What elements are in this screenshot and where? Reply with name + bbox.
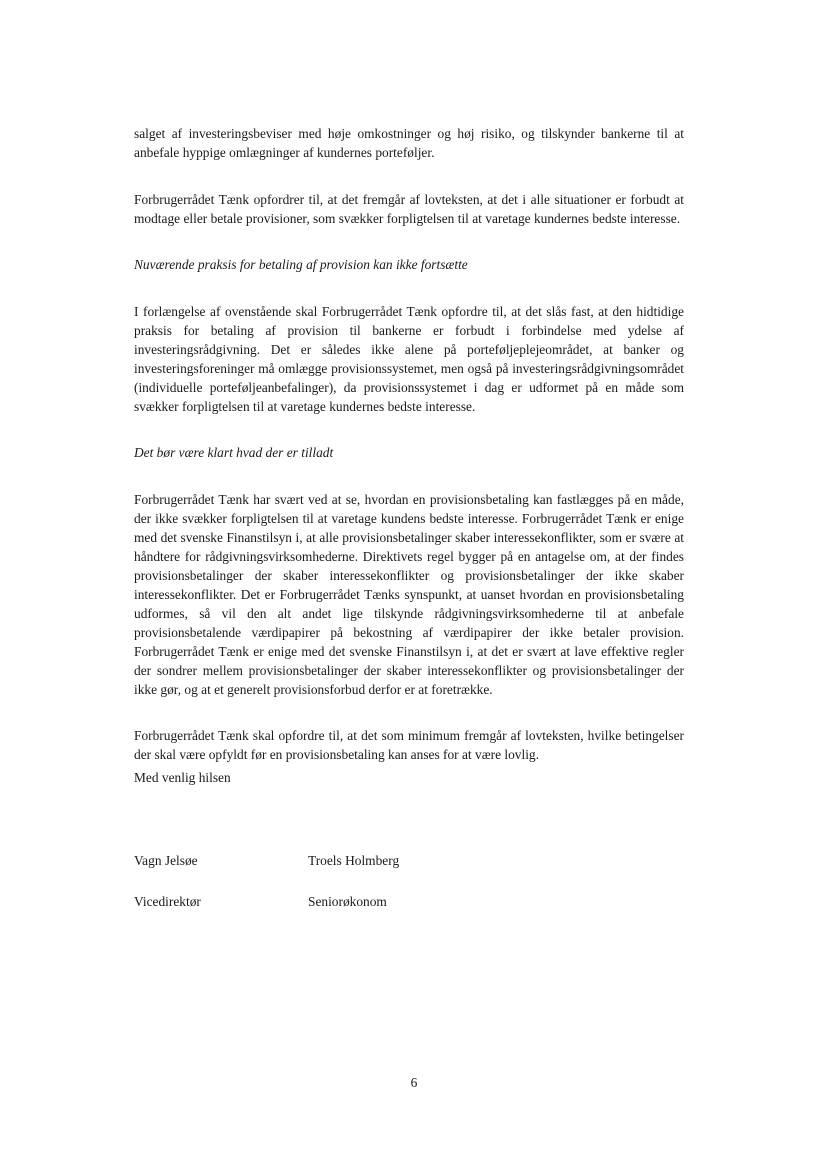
paragraph-provision-ban: Forbrugerrådet Tænk opfordrer til, at det fremgår af lovteksten, at det i alle situationer er forbudt at modtage eller betale provisioner, som svækker forpligtelsen til at varetage kundernes bedste interesse.	[134, 192, 684, 226]
document-body	[134, 124, 684, 764]
section-heading-current-practice: Nuværende praksis for betaling af provision kan ikke fortsætte	[134, 257, 468, 272]
section-heading-clarity: Det bør være klart hvad der er tilladt	[134, 445, 334, 460]
paragraph-current-practice: I forlængelse af ovenstående skal Forbrugerrådet Tænk opfordre til, at det slås fast, at den hidtidige praksis for betaling af provision til bankerne er forbudt i forbindelse med ydelse af investeringsrådgivning. Det er således ikke alene på porteføljeplejeområdet, at banker og investeringsforeninger må omlægge provisionssystemet, men også på investeringsrådgivningsområdet (individuelle porteføljeanbefalinger), da provisionssystemet i dag er udformet på en måde som svækker forpligtelsen til at varetage kundernes bedste interesse.	[134, 304, 684, 414]
page-number: 6	[410, 1075, 418, 1090]
signatory-title-1: Vicedirektør	[134, 894, 201, 909]
paragraph-continuation: salget af investeringsbeviser med høje omkostninger og høj risiko, og tilskynder bankerne til at anbefale hyppige omlægninger af kundernes porteføljer.	[134, 126, 684, 160]
paragraph-minimum-requirements: Forbrugerrådet Tænk skal opfordre til, at det som minimum fremgår af lovteksten, hvilke betingelser der skal være opfyldt før en provisionsbetaling kan anses for at være lovlig.	[134, 728, 684, 762]
closing-salutation: Med venlig hilsen	[134, 770, 231, 785]
paragraph-clarity: Forbrugerrådet Tænk har svært ved at se, hvordan en provisionsbetaling kan fastlægges på en måde, der ikke svækker forpligtelsen til at varetage kundens bedste interesse. Forbrugerrådet Tænk er enige med det svenske Finanstilsyn i, at alle provisionsbetalinger skaber interessekonflikter, som er svære at håndtere for rådgivningsvirksomhederne. Direktivets regel bygger på en antagelse om, at der findes provisionsbetalinger der skaber interessekonflikter og provisionsbetalinger der ikke skaber interessekonflikter. Det er Forbrugerrådet Tænks synspunkt, at uanset hvordan en provisionsbetaling udformes, så vil den alt andet lige tilskynde rådgivningsvirksomhederne til at anbefale provisionsbetalende værdipapirer på bekostning af værdipapirer der ikke betaler provision. Forbrugerrådet Tænk er enige med det svenske Finanstilsyn i, at det er svært at lave effektive regler der sondrer mellem provisionsbetalinger der skaber interessekonflikter og provisionsbetalinger der ikke gør, og at et generelt provisionsforbud derfor er at foretrække.	[134, 492, 684, 697]
signatory-name-1: Vagn Jelsøe	[134, 853, 198, 868]
signatory-name-2: Troels Holmberg	[308, 853, 400, 868]
signatory-title-2: Seniorøkonom	[308, 894, 387, 909]
